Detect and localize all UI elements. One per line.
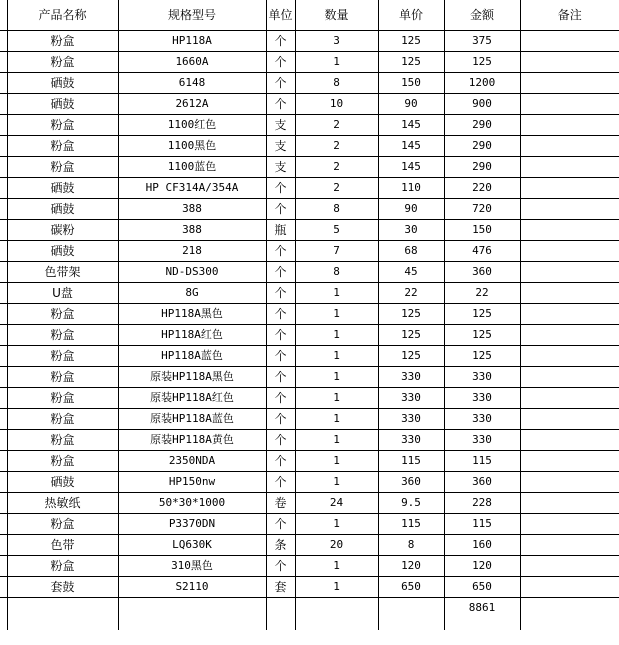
table-row [0, 556, 619, 577]
cell-remarks[interactable] [520, 199, 619, 220]
cell-unit[interactable]: 个 [266, 94, 295, 115]
cell-quantity[interactable]: 2 [295, 157, 378, 178]
cell-unit[interactable]: 个 [266, 472, 295, 493]
cell-quantity[interactable]: 2 [295, 178, 378, 199]
cell-spec-model[interactable]: 2612A [118, 94, 266, 115]
row-gutter [0, 304, 7, 325]
cell-product-name[interactable]: 粉盒 [7, 157, 118, 178]
cell-spec-model[interactable]: HP118A红色 [118, 325, 266, 346]
cell-remarks[interactable] [520, 430, 619, 451]
cell-amount[interactable]: 330 [444, 388, 520, 409]
cell-product-name[interactable]: 碳粉 [7, 220, 118, 241]
header-cell-amount[interactable]: 金额 [444, 0, 520, 31]
cell-unit[interactable]: 个 [266, 430, 295, 451]
table-row [0, 73, 619, 94]
row-gutter [0, 409, 7, 430]
row-gutter [0, 556, 7, 577]
cell-spec-model[interactable]: 2350NDA [118, 451, 266, 472]
cell-quantity[interactable]: 1 [295, 52, 378, 73]
cell-product-name[interactable]: 粉盒 [7, 325, 118, 346]
cell-quantity[interactable]: 1 [295, 304, 378, 325]
cell-unit-price[interactable]: 115 [378, 514, 444, 535]
cell-product-name[interactable]: 热敏纸 [7, 493, 118, 514]
cell-amount[interactable]: 330 [444, 430, 520, 451]
cell-remarks[interactable] [520, 241, 619, 262]
cell-product-name[interactable]: U盘 [7, 283, 118, 304]
cell-amount[interactable]: 125 [444, 346, 520, 367]
cell-amount[interactable]: 476 [444, 241, 520, 262]
cell-spec-model[interactable]: HP118A [118, 31, 266, 52]
cell-unit[interactable]: 个 [266, 199, 295, 220]
cell-quantity[interactable]: 3 [295, 31, 378, 52]
cell-unit-price[interactable]: 330 [378, 430, 444, 451]
cell-remarks[interactable] [520, 136, 619, 157]
cell-unit[interactable]: 个 [266, 178, 295, 199]
cell-product-name[interactable]: 套鼓 [7, 577, 118, 598]
cell-remarks[interactable] [520, 493, 619, 514]
cell-unit-price[interactable]: 115 [378, 451, 444, 472]
cell-spec-model[interactable]: 8G [118, 283, 266, 304]
cell-product-name[interactable]: 粉盒 [7, 556, 118, 577]
cell-spec-model[interactable]: 原装HP118A蓝色 [118, 409, 266, 430]
cell-product-name[interactable]: 粉盒 [7, 115, 118, 136]
cell-spec-model[interactable]: 6148 [118, 73, 266, 94]
total-amount-value: 8861 [468, 601, 496, 614]
cell-unit-price[interactable]: 360 [378, 472, 444, 493]
table-row [0, 451, 619, 472]
cell-unit[interactable]: 个 [266, 388, 295, 409]
cell-quantity[interactable]: 8 [295, 73, 378, 94]
cell-product-name[interactable]: 硒鼓 [7, 199, 118, 220]
total-row [0, 598, 619, 631]
row-gutter [0, 472, 7, 493]
cell-empty[interactable] [378, 598, 444, 631]
cell-amount[interactable]: 360 [444, 472, 520, 493]
cell-unit-price[interactable]: 90 [378, 94, 444, 115]
cell-unit[interactable]: 个 [266, 241, 295, 262]
cell-product-name[interactable]: 粉盒 [7, 346, 118, 367]
table-row [0, 493, 619, 514]
row-gutter [0, 136, 7, 157]
cell-product-name[interactable]: 硒鼓 [7, 241, 118, 262]
cell-spec-model[interactable]: 1100黑色 [118, 136, 266, 157]
cell-spec-model[interactable]: 310黑色 [118, 556, 266, 577]
row-gutter [0, 52, 7, 73]
cell-unit-price[interactable]: 110 [378, 178, 444, 199]
cell-quantity[interactable]: 8 [295, 199, 378, 220]
cell-remarks[interactable] [520, 388, 619, 409]
cell-remarks[interactable] [520, 31, 619, 52]
cell-amount[interactable]: 375 [444, 31, 520, 52]
table-row [0, 514, 619, 535]
cell-amount[interactable]: 125 [444, 325, 520, 346]
cell-remarks[interactable] [520, 304, 619, 325]
cell-unit[interactable]: 个 [266, 262, 295, 283]
table-row [0, 577, 619, 598]
cell-unit[interactable]: 个 [266, 325, 295, 346]
cell-quantity[interactable]: 1 [295, 556, 378, 577]
cell-spec-model[interactable]: HP118A黑色 [118, 304, 266, 325]
cell-quantity[interactable]: 7 [295, 241, 378, 262]
cell-quantity[interactable]: 1 [295, 514, 378, 535]
header-cell-spec-model[interactable]: 规格型号 [118, 0, 266, 31]
cell-remarks[interactable] [520, 220, 619, 241]
row-gutter [0, 178, 7, 199]
cell-product-name[interactable]: 硒鼓 [7, 178, 118, 199]
cell-remarks[interactable] [520, 472, 619, 493]
table-row [0, 262, 619, 283]
row-gutter [0, 493, 7, 514]
cell-remarks[interactable] [520, 325, 619, 346]
cell-amount[interactable]: 290 [444, 115, 520, 136]
cell-remarks[interactable] [520, 451, 619, 472]
row-gutter [0, 367, 7, 388]
cell-amount[interactable]: 228 [444, 493, 520, 514]
cell-unit-price[interactable]: 145 [378, 157, 444, 178]
table-row [0, 199, 619, 220]
row-gutter [0, 0, 7, 31]
cell-unit-price[interactable]: 45 [378, 262, 444, 283]
cell-unit-price[interactable]: 150 [378, 73, 444, 94]
cell-remarks[interactable] [520, 556, 619, 577]
cell-remarks[interactable] [520, 514, 619, 535]
cell-product-name[interactable]: 粉盒 [7, 388, 118, 409]
cell-quantity[interactable]: 1 [295, 367, 378, 388]
cell-quantity[interactable]: 1 [295, 283, 378, 304]
table-row [0, 136, 619, 157]
table-row [0, 304, 619, 325]
cell-remarks[interactable] [520, 283, 619, 304]
cell-unit-price[interactable]: 330 [378, 367, 444, 388]
cell-unit-price[interactable]: 330 [378, 409, 444, 430]
cell-amount[interactable]: 160 [444, 535, 520, 556]
cell-amount[interactable]: 125 [444, 52, 520, 73]
cell-product-name[interactable]: 粉盒 [7, 367, 118, 388]
cell-remarks[interactable] [520, 346, 619, 367]
cell-product-name[interactable]: 色带 [7, 535, 118, 556]
cell-quantity[interactable]: 2 [295, 115, 378, 136]
cell-unit[interactable]: 支 [266, 157, 295, 178]
header-cell-unit-price[interactable]: 单价 [378, 0, 444, 31]
cell-spec-model[interactable]: LQ630K [118, 535, 266, 556]
cell-amount[interactable]: 220 [444, 178, 520, 199]
table-row [0, 367, 619, 388]
cell-unit[interactable]: 支 [266, 115, 295, 136]
cell-unit-price[interactable]: 125 [378, 31, 444, 52]
cell-remarks[interactable] [520, 409, 619, 430]
cell-spec-model[interactable]: 1660A [118, 52, 266, 73]
cell-unit[interactable]: 套 [266, 577, 295, 598]
cell-product-name[interactable]: 粉盒 [7, 136, 118, 157]
cell-amount[interactable]: 650 [444, 577, 520, 598]
row-gutter [0, 262, 7, 283]
row-gutter [0, 598, 7, 631]
cell-unit-price[interactable]: 120 [378, 556, 444, 577]
total-amount-cell[interactable] [444, 598, 520, 631]
cell-remarks[interactable] [520, 73, 619, 94]
cell-remarks[interactable] [520, 115, 619, 136]
table-row [0, 325, 619, 346]
row-gutter [0, 220, 7, 241]
row-gutter [0, 157, 7, 178]
cell-amount[interactable]: 125 [444, 304, 520, 325]
row-gutter [0, 241, 7, 262]
cell-empty[interactable] [295, 598, 378, 631]
cell-unit[interactable]: 支 [266, 136, 295, 157]
cell-unit[interactable]: 瓶 [266, 220, 295, 241]
cell-product-name[interactable]: 硒鼓 [7, 73, 118, 94]
table-row [0, 283, 619, 304]
cell-remarks[interactable] [520, 367, 619, 388]
cell-empty[interactable] [266, 598, 295, 631]
row-gutter [0, 388, 7, 409]
cell-spec-model[interactable]: 218 [118, 241, 266, 262]
cell-unit[interactable]: 个 [266, 52, 295, 73]
cell-spec-model[interactable]: 388 [118, 220, 266, 241]
cell-quantity[interactable]: 10 [295, 94, 378, 115]
table-row [0, 388, 619, 409]
cell-remarks[interactable] [520, 262, 619, 283]
row-gutter [0, 199, 7, 220]
cell-product-name[interactable]: 粉盒 [7, 409, 118, 430]
cell-amount[interactable]: 360 [444, 262, 520, 283]
cell-amount[interactable]: 115 [444, 451, 520, 472]
table-row [0, 220, 619, 241]
cell-unit-price[interactable]: 8 [378, 535, 444, 556]
cell-quantity[interactable]: 1 [295, 577, 378, 598]
cell-quantity[interactable]: 24 [295, 493, 378, 514]
cell-quantity[interactable]: 1 [295, 451, 378, 472]
cell-amount[interactable]: 900 [444, 94, 520, 115]
cell-quantity[interactable]: 1 [295, 346, 378, 367]
cell-unit[interactable]: 个 [266, 304, 295, 325]
cell-unit-price[interactable]: 125 [378, 346, 444, 367]
cell-unit[interactable]: 卷 [266, 493, 295, 514]
table-row [0, 472, 619, 493]
cell-quantity[interactable]: 1 [295, 430, 378, 451]
row-gutter [0, 73, 7, 94]
cell-quantity[interactable]: 8 [295, 262, 378, 283]
cell-spec-model[interactable]: 388 [118, 199, 266, 220]
cell-quantity[interactable]: 1 [295, 472, 378, 493]
header-cell-quantity[interactable]: 数量 [295, 0, 378, 31]
table-row [0, 115, 619, 136]
cell-unit[interactable]: 个 [266, 514, 295, 535]
table-row [0, 157, 619, 178]
cell-unit-price[interactable]: 125 [378, 325, 444, 346]
cell-spec-model[interactable]: 50*30*1000 [118, 493, 266, 514]
header-cell-product-name[interactable]: 产品名称 [7, 0, 118, 31]
cell-unit-price[interactable]: 125 [378, 304, 444, 325]
cell-unit[interactable]: 个 [266, 556, 295, 577]
cell-amount[interactable]: 330 [444, 409, 520, 430]
cell-amount[interactable]: 22 [444, 283, 520, 304]
header-cell-remarks[interactable]: 备注 [520, 0, 619, 31]
cell-unit-price[interactable]: 125 [378, 52, 444, 73]
cell-spec-model[interactable]: HP150nw [118, 472, 266, 493]
row-gutter [0, 283, 7, 304]
cell-product-name[interactable]: 粉盒 [7, 514, 118, 535]
cell-unit-price[interactable]: 68 [378, 241, 444, 262]
cell-product-name[interactable]: 硒鼓 [7, 94, 118, 115]
cell-unit-price[interactable]: 650 [378, 577, 444, 598]
cell-unit[interactable]: 个 [266, 283, 295, 304]
cell-quantity[interactable]: 5 [295, 220, 378, 241]
cell-remarks[interactable] [520, 157, 619, 178]
cell-unit-price[interactable]: 90 [378, 199, 444, 220]
cell-quantity[interactable]: 20 [295, 535, 378, 556]
cell-unit-price[interactable]: 30 [378, 220, 444, 241]
cell-amount[interactable]: 720 [444, 199, 520, 220]
cell-amount[interactable]: 290 [444, 136, 520, 157]
cell-spec-model[interactable]: P3370DN [118, 514, 266, 535]
cell-spec-model[interactable]: 原装HP118A黑色 [118, 367, 266, 388]
cell-amount[interactable]: 1200 [444, 73, 520, 94]
row-gutter [0, 514, 7, 535]
cell-quantity[interactable]: 2 [295, 136, 378, 157]
cell-product-name[interactable]: 粉盒 [7, 430, 118, 451]
row-gutter [0, 451, 7, 472]
cell-amount[interactable]: 150 [444, 220, 520, 241]
cell-empty[interactable] [118, 598, 266, 631]
table-row [0, 178, 619, 199]
table-row [0, 430, 619, 451]
cell-spec-model[interactable]: 原装HP118A黄色 [118, 430, 266, 451]
cell-amount[interactable]: 120 [444, 556, 520, 577]
row-gutter [0, 430, 7, 451]
row-gutter [0, 325, 7, 346]
cell-quantity[interactable]: 1 [295, 325, 378, 346]
table-row [0, 409, 619, 430]
cell-spec-model[interactable]: 原装HP118A红色 [118, 388, 266, 409]
cell-remarks[interactable] [520, 577, 619, 598]
header-cell-unit[interactable]: 单位 [266, 0, 295, 31]
table-row [0, 346, 619, 367]
cell-unit-price[interactable]: 22 [378, 283, 444, 304]
cell-amount[interactable]: 115 [444, 514, 520, 535]
cell-unit[interactable]: 个 [266, 409, 295, 430]
header-row [0, 0, 619, 31]
cell-unit[interactable]: 个 [266, 346, 295, 367]
cell-unit-price[interactable]: 9.5 [378, 493, 444, 514]
table-row [0, 31, 619, 52]
cell-spec-model[interactable]: 1100蓝色 [118, 157, 266, 178]
cell-remarks[interactable] [520, 535, 619, 556]
row-gutter [0, 577, 7, 598]
cell-unit[interactable]: 条 [266, 535, 295, 556]
row-gutter [0, 115, 7, 136]
table-row [0, 94, 619, 115]
row-gutter [0, 535, 7, 556]
cell-spec-model[interactable]: ND-DS300 [118, 262, 266, 283]
row-gutter [0, 94, 7, 115]
row-gutter [0, 31, 7, 52]
cell-unit[interactable]: 个 [266, 31, 295, 52]
cell-spec-model[interactable]: HP CF314A/354A [118, 178, 266, 199]
cell-quantity[interactable]: 1 [295, 409, 378, 430]
cell-product-name[interactable]: 粉盒 [7, 31, 118, 52]
cell-amount[interactable]: 330 [444, 367, 520, 388]
cell-product-name[interactable]: 硒鼓 [7, 472, 118, 493]
cell-product-name[interactable]: 粉盒 [7, 451, 118, 472]
cell-remarks[interactable] [520, 52, 619, 73]
cell-unit-price[interactable]: 145 [378, 115, 444, 136]
cell-spec-model[interactable]: S2110 [118, 577, 266, 598]
cell-remarks[interactable] [520, 178, 619, 199]
cell-quantity[interactable]: 1 [295, 388, 378, 409]
cell-spec-model[interactable]: 1100红色 [118, 115, 266, 136]
cell-unit-price[interactable]: 330 [378, 388, 444, 409]
cell-product-name[interactable]: 粉盒 [7, 52, 118, 73]
cell-unit[interactable]: 个 [266, 73, 295, 94]
table-row [0, 52, 619, 73]
table-row [0, 241, 619, 262]
cell-empty[interactable] [7, 598, 118, 631]
table-row [0, 535, 619, 556]
cell-remarks[interactable] [520, 94, 619, 115]
cell-product-name[interactable]: 粉盒 [7, 304, 118, 325]
row-gutter [0, 346, 7, 367]
cell-spec-model[interactable]: HP118A蓝色 [118, 346, 266, 367]
cell-product-name[interactable]: 色带架 [7, 262, 118, 283]
cell-unit[interactable]: 个 [266, 451, 295, 472]
cell-amount[interactable]: 290 [444, 157, 520, 178]
cell-unit[interactable]: 个 [266, 367, 295, 388]
cell-empty[interactable] [520, 598, 619, 631]
cell-unit-price[interactable]: 145 [378, 136, 444, 157]
